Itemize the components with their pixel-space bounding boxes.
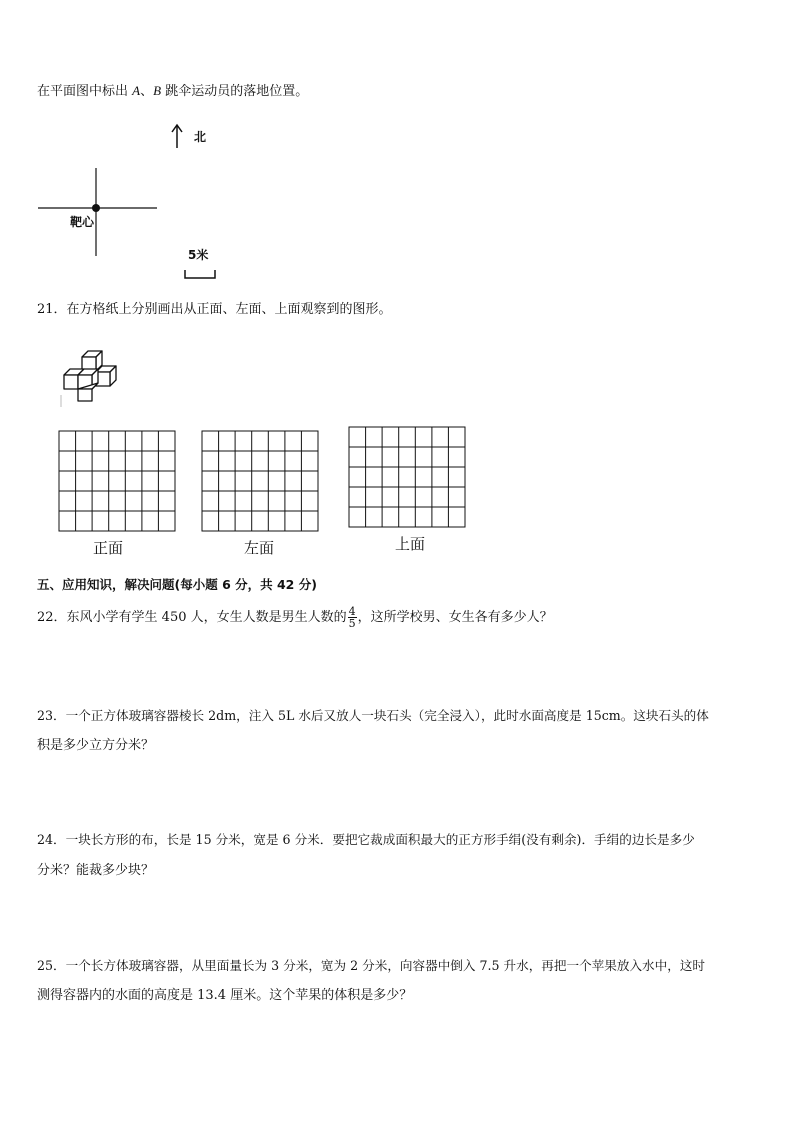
point-b-label: B — [153, 83, 162, 98]
q22-fraction-numerator: 4 — [348, 605, 356, 618]
q22-text-before: 22．东风小学有学生 450 人，女生人数是男生人数的 — [37, 610, 347, 625]
grid-top[interactable] — [348, 426, 467, 528]
cube-stack-illustration — [55, 345, 135, 415]
target-center-label: 靶心 — [70, 215, 95, 229]
question-25-line-2: 测得容器内的水面的高度是 13.4 厘米。这个苹果的体积是多少？ — [37, 988, 413, 1003]
point-a-label: A — [132, 83, 141, 98]
q22-fraction-denominator: 5 — [348, 617, 356, 630]
target-center-dot — [92, 204, 100, 212]
grid-front-label: 正面 — [93, 539, 124, 557]
question-24-line-2: 分米？能裁多少块？ — [37, 863, 155, 878]
north-label: 北 — [194, 130, 207, 144]
grid-top-label: 上面 — [395, 535, 426, 553]
section-5-heading: 五、应用知识，解决问题(每小题 6 分，共 42 分) — [37, 577, 317, 592]
question-23-line-2: 积是多少立方分米？ — [37, 738, 155, 753]
question-21: 21．在方格纸上分别画出从正面、左面、上面观察到的图形。 — [37, 302, 392, 317]
grid-front[interactable] — [58, 430, 177, 532]
question-25-line-1: 25．一个长方体玻璃容器，从里面量长为 3 分米，宽为 2 分米，向容器中倒入 7.5 升水，再把一个苹果放入水中，这时 — [37, 958, 706, 973]
question-23-line-1: 23．一个正方体玻璃容器棱长 2dm，注入 5L 水后又放人一块石头（完全浸入），此时水面高度是 15cm。这块石头的体 — [37, 708, 709, 723]
scale-bar — [185, 270, 215, 278]
intro-separator: 、 — [140, 84, 154, 99]
intro-suffix: 跳伞运动员的落地位置。 — [161, 84, 309, 99]
intro-prefix: 在平面图中标出 — [37, 84, 133, 99]
q22-text-after: ，这所学校男、女生各有多少人？ — [357, 610, 553, 625]
target-diagram — [30, 118, 260, 288]
grid-left[interactable] — [201, 430, 320, 532]
grid-left-label: 左面 — [244, 539, 275, 557]
scale-label: 5米 — [188, 248, 209, 262]
question-24-line-1: 24．一块长方形的布，长是 15 分米，宽是 6 分米．要把它裁成面积最大的正方形手绢(没有剩余)．手绢的边长是多少 — [37, 832, 695, 847]
question-22 — [37, 606, 553, 629]
intro-line — [37, 82, 308, 101]
q22-fraction — [348, 606, 357, 629]
